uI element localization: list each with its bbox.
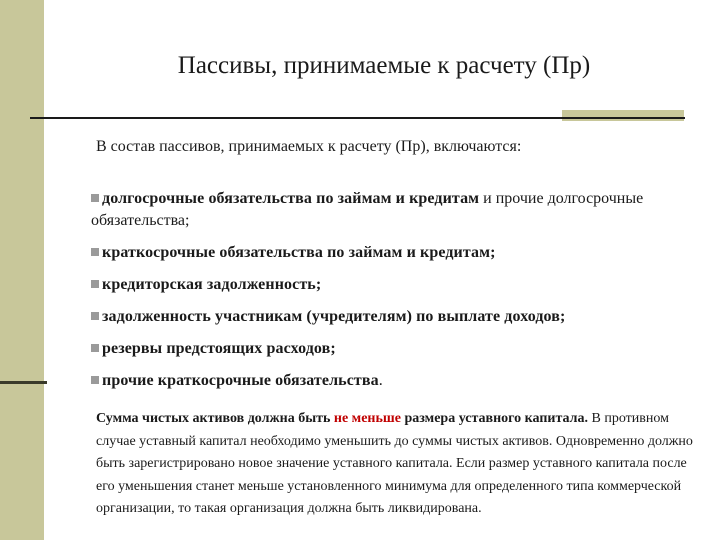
list-item — [91, 274, 691, 296]
note-lead: Сумма чистых активов должна быть — [96, 411, 334, 426]
bullet-text: краткосрочные обязательства по займам и кредитам; — [102, 244, 496, 261]
note-lead-end: размера уставного капитала. — [400, 411, 588, 426]
title-rule — [30, 117, 685, 119]
list-item — [91, 338, 691, 360]
bullet-text: резервы предстоящих расходов; — [102, 340, 336, 357]
bullet-square-icon — [91, 280, 99, 288]
note-highlight: не меньше — [333, 411, 401, 426]
list-item — [91, 242, 691, 264]
bullet-text: задолженность участникам (учредителям) по выплате доходов; — [102, 308, 566, 325]
bullet-square-icon — [91, 344, 99, 352]
side-stripe-divider — [0, 381, 47, 384]
bullet-square-icon — [91, 376, 99, 384]
bullet-continuation: и прочие долгосрочные обязательства; — [91, 190, 644, 229]
intro-text: В состав пассивов, принимаемых к расчету (Пр), включаются: — [96, 138, 522, 155]
list-item — [91, 306, 691, 328]
bullet-text: прочие краткосрочные обязательства — [102, 372, 379, 389]
bullet-continuation: . — [378, 372, 383, 389]
bullet-square-icon — [91, 312, 99, 320]
note-paragraph — [96, 408, 696, 521]
note-body: В противном случае уставный капитал необходимо уменьшить до суммы чистых активов. Одновременно должно быть зарегистрировано новое значение уставного капитала. Если размер уставного капитала после его уменьшения станет меньше установленного минимума для определенного типа коммерческой организации, то такая организация должна быть ликвидирована. — [96, 411, 693, 516]
title-accent-bar — [562, 110, 684, 121]
slide-title: Пассивы, принимаемые к расчету (Пр) — [177, 52, 591, 79]
side-stripe — [0, 0, 44, 540]
bullet-list — [91, 188, 691, 402]
list-item — [91, 370, 691, 392]
bullet-text: долгосрочные обязательства по займам и кредитам — [102, 190, 480, 207]
bullet-text: кредиторская задолженность; — [102, 276, 322, 293]
bullet-square-icon — [91, 248, 99, 256]
bullet-square-icon — [91, 194, 99, 202]
list-item — [91, 188, 691, 232]
